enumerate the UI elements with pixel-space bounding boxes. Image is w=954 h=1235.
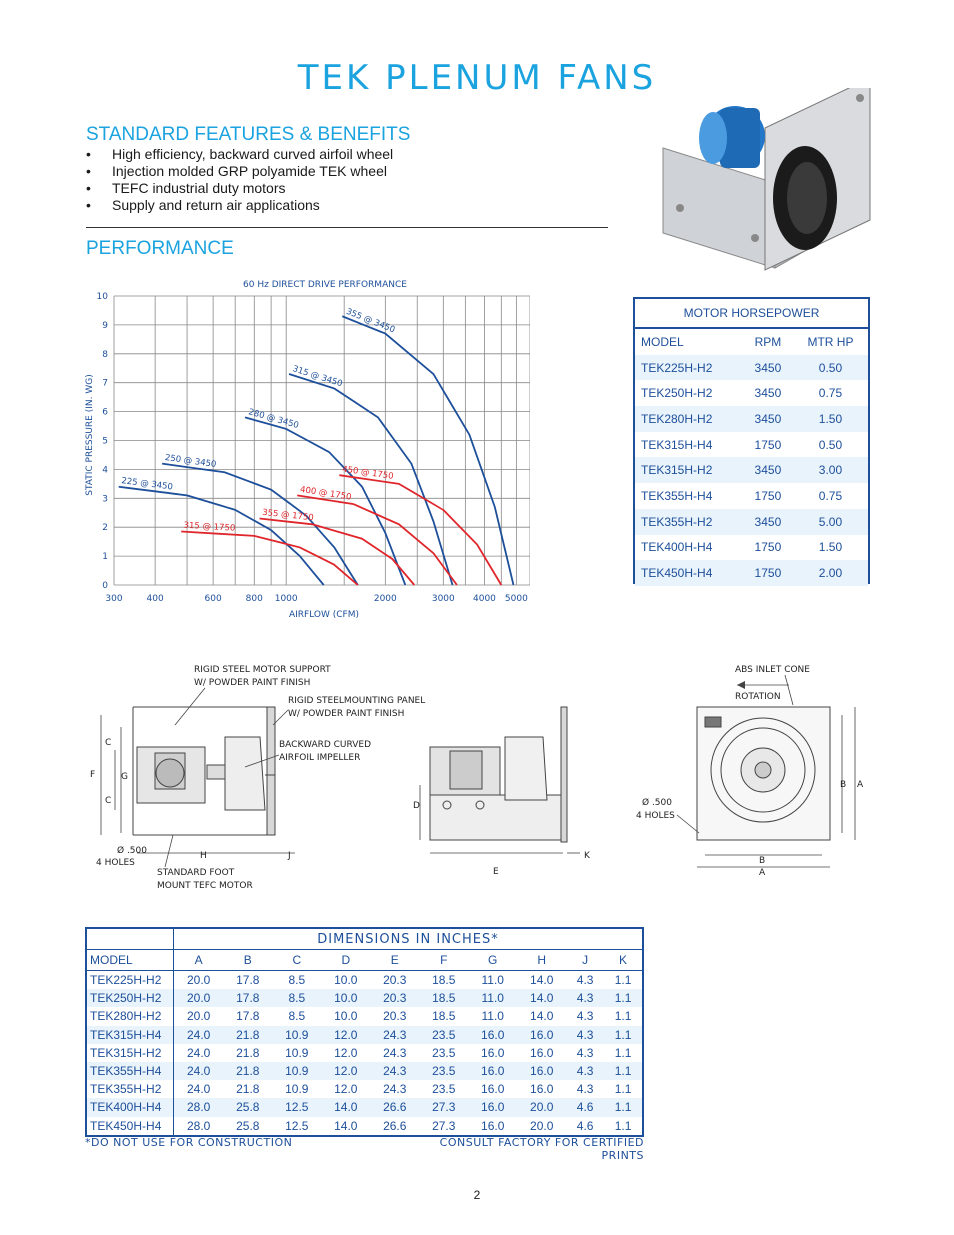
table-cell: 28.0 (186, 1118, 211, 1133)
chart-x-label: AIRFLOW (CFM) (288, 610, 360, 620)
table-header-row (635, 328, 868, 355)
chart-y-label: STATIC PRESSURE (IN. WG) (85, 374, 95, 496)
technical-drawings (85, 655, 885, 900)
chart-x-tick-label: 600 (204, 594, 222, 604)
table-cell: TEK250H-H2 (87, 989, 174, 1007)
table-cell: 24.0 (186, 1082, 211, 1097)
table-cell: 8.5 (288, 973, 306, 988)
table-cell: 1.1 (614, 973, 632, 988)
footer-disclaimer: *DO NOT USE FOR CONSTRUCTION (85, 1136, 293, 1149)
table-cell: 24.0 (174, 1026, 224, 1044)
table-cell: 10.9 (285, 1082, 309, 1097)
table-cell: TEK225H-H2 (87, 971, 174, 990)
performance-chart (80, 276, 530, 626)
table-cell: 17.8 (223, 989, 272, 1007)
dimensions-caption-row (87, 929, 642, 950)
table-cell: 16.0 (468, 1026, 517, 1044)
dim-label-g: G (121, 772, 128, 782)
table-cell: 3.00 (793, 457, 868, 483)
side-view-drawing (133, 707, 275, 835)
dim-label-f: F (90, 770, 96, 780)
table-cell: 10.0 (334, 973, 358, 988)
header-cell: B (223, 950, 272, 971)
table-cell: 1.50 (818, 540, 843, 555)
table-cell: 20.3 (383, 973, 407, 988)
table-cell: 10.9 (272, 1062, 321, 1080)
table-cell: TEK315H-H2 (635, 457, 743, 483)
chart-series-label: 280 @ 3450 (247, 407, 300, 431)
chart-y-tick-label: 2 (102, 523, 108, 534)
table-cell: 18.5 (419, 989, 468, 1007)
table-cell: TEK450H-H4 (87, 1117, 174, 1135)
front-view-drawing (697, 707, 830, 840)
dim-label-a: A (857, 780, 864, 790)
fan-product-illustration (655, 88, 895, 273)
table-cell: 1750 (754, 488, 782, 503)
callout-holes-left: Ø .500 (117, 846, 147, 856)
table-cell: 3450 (743, 406, 793, 432)
table-cell: 24.3 (383, 1082, 407, 1097)
table-cell: 23.5 (432, 1082, 456, 1097)
chart-y-tick-label: 1 (102, 552, 108, 563)
table-cell: 4.3 (576, 1045, 594, 1060)
table-cell: 25.8 (236, 1118, 260, 1133)
table-cell: 21.8 (223, 1062, 272, 1080)
table-cell: 12.0 (334, 1082, 358, 1097)
table-cell: TEK355H-H4 (641, 488, 713, 503)
table-cell: 1.1 (614, 1009, 632, 1024)
table-row (87, 1098, 642, 1116)
table-cell: TEK315H-H4 (87, 1026, 174, 1044)
table-cell: 1.1 (614, 1082, 632, 1097)
table-cell: 14.0 (334, 1118, 358, 1133)
table-row (635, 432, 868, 458)
table-cell: 23.5 (419, 1062, 468, 1080)
table-cell: 1750 (754, 437, 782, 452)
table-row (635, 457, 868, 483)
chart-series-line (297, 495, 457, 585)
header-cell: G (468, 950, 517, 971)
table-cell: 1.50 (793, 406, 868, 432)
table-row (635, 560, 868, 586)
chart-x-tick-label: 1000 (274, 594, 298, 604)
table-cell: 4.6 (566, 1098, 604, 1116)
chart-x-tick-label: 300 (105, 594, 123, 604)
table-cell: 28.0 (174, 1098, 224, 1116)
callout-motor: MOUNT TEFC MOTOR (157, 881, 253, 891)
callout-rotation: ROTATION (735, 692, 781, 702)
table-cell: 16.0 (517, 1062, 566, 1080)
header-cell: E (370, 950, 419, 971)
table-cell: 18.5 (432, 973, 456, 988)
table-cell: 14.0 (321, 1098, 370, 1116)
table-row (87, 989, 642, 1007)
table-row (635, 509, 868, 535)
table-cell: 17.8 (236, 973, 260, 988)
table-cell: 0.75 (818, 488, 843, 503)
table-row (635, 406, 868, 432)
chart-series-line (119, 487, 324, 585)
table-cell: TEK355H-H4 (87, 1062, 174, 1080)
table-cell: 16.0 (517, 1026, 566, 1044)
table-row (87, 971, 642, 990)
table-row (87, 1044, 642, 1062)
chart-y-tick-label: 9 (102, 320, 108, 331)
table-cell: 21.8 (236, 1082, 260, 1097)
dim-label-h: H (200, 851, 207, 861)
chart-title: 60 Hz DIRECT DRIVE PERFORMANCE (243, 280, 407, 290)
table-row (87, 1062, 642, 1080)
table-cell: 20.0 (186, 973, 211, 988)
table-cell: TEK280H-H2 (635, 406, 743, 432)
table-cell: 4.3 (566, 1026, 604, 1044)
table-cell: 1.1 (604, 1098, 642, 1116)
chart-y-tick-label: 8 (102, 349, 108, 360)
table-cell: TEK225H-H2 (635, 355, 743, 381)
table-cell: 20.3 (370, 989, 419, 1007)
table-cell: 26.6 (383, 1118, 407, 1133)
table-cell: TEK250H-H2 (641, 386, 713, 401)
table-cell: 4.6 (576, 1118, 594, 1133)
table-cell: 11.0 (481, 973, 504, 988)
header-cell: MODEL (641, 334, 684, 349)
chart-y-tick-label: 0 (102, 581, 108, 591)
table-cell: 21.8 (236, 1045, 260, 1060)
callout-holes-left: 4 HOLES (96, 858, 135, 868)
chart-y-tick-label: 10 (96, 292, 108, 302)
table-cell: 1.1 (614, 1045, 632, 1060)
table-row (87, 1007, 642, 1025)
table-cell: 14.0 (530, 1009, 554, 1024)
table-cell: 12.0 (321, 1062, 370, 1080)
callout-mounting-panel: W/ POWDER PAINT FINISH (288, 709, 405, 719)
table-row (635, 483, 868, 509)
chart-series-label: 315 @ 3450 (291, 364, 344, 390)
table-cell: 27.3 (419, 1098, 468, 1116)
table-cell: 1.1 (604, 989, 642, 1007)
dim-label-a: A (759, 868, 766, 878)
callout-motor: STANDARD FOOT (157, 868, 235, 878)
table-cell: TEK315H-H2 (87, 1044, 174, 1062)
table-cell: 16.0 (468, 1062, 517, 1080)
header-cell: MODEL (87, 950, 174, 971)
table-cell: 4.3 (566, 989, 604, 1007)
chart-x-tick-label: 4000 (473, 594, 496, 604)
table-cell: 24.3 (370, 1062, 419, 1080)
table-row (635, 355, 868, 381)
table-cell: 16.0 (530, 1045, 554, 1060)
chart-series-label: 355 @ 3450 (344, 306, 397, 336)
dim-label-c: C (105, 738, 112, 748)
table-cell: 12.0 (321, 1026, 370, 1044)
callout-holes-right: 4 HOLES (636, 811, 675, 821)
table-cell: 10.9 (285, 1045, 309, 1060)
chart-series-label: 225 @ 3450 (120, 476, 174, 493)
chart-series-label: 315 @ 1750 (183, 520, 236, 534)
table-cell: 3450 (743, 355, 793, 381)
table-cell: 20.3 (383, 1009, 407, 1024)
callout-holes-right: Ø .500 (642, 798, 672, 808)
header-cell: RPM (754, 334, 782, 349)
table-cell: 1.1 (604, 1026, 642, 1044)
table-cell: 4.3 (576, 973, 594, 988)
table-cell: 16.0 (481, 1045, 505, 1060)
motor-horsepower-table (633, 297, 870, 584)
table-cell: 11.0 (481, 1009, 504, 1024)
table-cell: 0.50 (793, 355, 868, 381)
header-cell: F (419, 950, 468, 971)
chart-x-tick-label: 3000 (431, 594, 455, 604)
table-cell: 1750 (754, 540, 782, 555)
table-cell: 21.8 (223, 1026, 272, 1044)
table-cell: TEK315H-H4 (641, 437, 713, 452)
dim-label-j: J (288, 851, 291, 861)
header-cell: C (272, 950, 321, 971)
chart-series-line (181, 532, 358, 585)
table-cell: 16.0 (530, 1082, 554, 1097)
table-cell: 11.0 (468, 989, 517, 1007)
features-list (86, 146, 393, 214)
chart-series-label: 450 @ 1750 (341, 464, 395, 482)
chart-y-tick-label: 3 (102, 494, 108, 505)
table-cell: 14.0 (517, 989, 566, 1007)
table-cell: 4.3 (566, 1062, 604, 1080)
header-cell: MTR HP (807, 334, 854, 349)
chart-y-tick-label: 4 (102, 465, 108, 476)
performance-heading: PERFORMANCE (86, 238, 234, 259)
list-item: • Injection molded GRP polyamide TEK wheel (86, 163, 393, 180)
table-cell: 0.75 (818, 386, 843, 401)
list-item: • High efficiency, backward curved airfoil wheel (86, 146, 393, 163)
dim-label-k: K (584, 851, 590, 861)
table-cell: 14.0 (530, 973, 554, 988)
table-cell: 12.5 (285, 1118, 309, 1133)
table-cell: 20.0 (174, 989, 224, 1007)
chart-series-label: 355 @ 1750 (261, 507, 315, 524)
header-cell: D (321, 950, 370, 971)
header-cell: J (566, 950, 604, 971)
table-cell: 23.5 (432, 1045, 456, 1060)
callout-motor-support: W/ POWDER PAINT FINISH (194, 678, 311, 688)
page-title: TEK PLENUM FANS (297, 58, 657, 98)
callout-mounting-panel: RIGID STEELMOUNTING PANEL (288, 696, 426, 706)
header-cell: A (174, 950, 224, 971)
table-cell: 1.1 (614, 1118, 632, 1133)
table-cell: 26.6 (370, 1098, 419, 1116)
table-cell: 20.0 (530, 1118, 554, 1133)
table-cell: 25.8 (223, 1098, 272, 1116)
table-cell: TEK400H-H4 (87, 1098, 174, 1116)
chart-series-line (342, 316, 513, 585)
chart-x-tick-label: 800 (245, 594, 263, 604)
section-divider (86, 227, 608, 228)
table-cell: 4.3 (576, 1082, 594, 1097)
rotation-arrow-icon (737, 681, 745, 689)
table-row (87, 1117, 642, 1135)
table-row (87, 1080, 642, 1098)
table-cell: TEK280H-H2 (87, 1007, 174, 1025)
table-cell: 4.3 (576, 1009, 594, 1024)
page-number: 2 (473, 1188, 481, 1202)
table-cell: TEK400H-H4 (641, 540, 713, 555)
table-cell: 12.0 (334, 1045, 358, 1060)
dim-label-d: D (413, 801, 420, 811)
motor-table-caption: MOTOR HORSEPOWER (635, 299, 868, 328)
table-header-row (87, 950, 642, 971)
table-cell: 16.0 (481, 1082, 505, 1097)
table-cell: 0.50 (818, 437, 843, 452)
chart-y-tick-label: 5 (102, 436, 108, 447)
table-cell: 5.00 (793, 509, 868, 535)
dim-label-b: B (840, 780, 847, 790)
table-cell: 12.5 (272, 1098, 321, 1116)
table-row (635, 535, 868, 561)
table-cell: TEK450H-H4 (635, 560, 743, 586)
chart-x-tick-label: 2000 (373, 594, 397, 604)
chart-y-tick-label: 7 (102, 378, 108, 389)
table-row (635, 380, 868, 406)
header-cell: K (604, 950, 642, 971)
table-cell: 16.0 (468, 1098, 517, 1116)
chart-y-tick-label: 6 (102, 407, 108, 418)
dim-label-e: E (493, 867, 499, 877)
dim-label-c: C (105, 796, 112, 806)
table-cell: 3450 (743, 457, 793, 483)
table-cell: 10.0 (321, 989, 370, 1007)
table-cell: TEK355H-H2 (87, 1080, 174, 1098)
list-item: • TEFC industrial duty motors (86, 180, 393, 197)
table-cell: 23.5 (419, 1026, 468, 1044)
table-cell: 24.3 (383, 1045, 407, 1060)
table-cell: 24.3 (370, 1026, 419, 1044)
table-cell: 18.5 (432, 1009, 456, 1024)
table-cell: 10.0 (334, 1009, 358, 1024)
table-cell: TEK355H-H2 (635, 509, 743, 535)
table-cell: 16.0 (481, 1118, 505, 1133)
end-view-drawing (430, 707, 567, 842)
table-cell: 24.0 (174, 1062, 224, 1080)
list-item: • Supply and return air applications (86, 197, 393, 214)
table-cell: 17.8 (236, 1009, 260, 1024)
table-cell: 8.5 (272, 989, 321, 1007)
chart-x-tick-label: 5000 (504, 594, 528, 604)
callout-impeller: AIRFOIL IMPELLER (279, 753, 361, 763)
table-cell: 20.0 (517, 1098, 566, 1116)
table-cell: 2.00 (793, 560, 868, 586)
table-cell: 1750 (743, 560, 793, 586)
chart-series-label: 400 @ 1750 (299, 484, 353, 503)
dimensions-caption: DIMENSIONS IN INCHES* (174, 929, 643, 950)
table-cell: 24.0 (186, 1045, 211, 1060)
chart-x-tick-label: 400 (146, 594, 164, 604)
table-cell: 3450 (754, 386, 782, 401)
table-cell: 3450 (743, 509, 793, 535)
footer-certified-prints: CONSULT FACTORY FOR CERTIFIED PRINTS (439, 1136, 644, 1162)
dim-label-b: B (759, 856, 766, 866)
table-cell: 20.0 (186, 1009, 211, 1024)
callout-impeller: BACKWARD CURVED (279, 740, 372, 750)
chart-series-label: 250 @ 3450 (164, 452, 217, 471)
callout-motor-support: RIGID STEEL MOTOR SUPPORT (194, 665, 331, 675)
table-cell: 10.9 (272, 1026, 321, 1044)
table-cell: 1.1 (604, 1062, 642, 1080)
table-cell: 8.5 (288, 1009, 306, 1024)
features-heading: STANDARD FEATURES & BENEFITS (86, 124, 411, 145)
dimensions-table (85, 927, 644, 1137)
table-row (87, 1026, 642, 1044)
callout-inlet-cone: ABS INLET CONE (735, 665, 810, 675)
table-cell: 27.3 (432, 1118, 456, 1133)
header-cell: H (517, 950, 566, 971)
